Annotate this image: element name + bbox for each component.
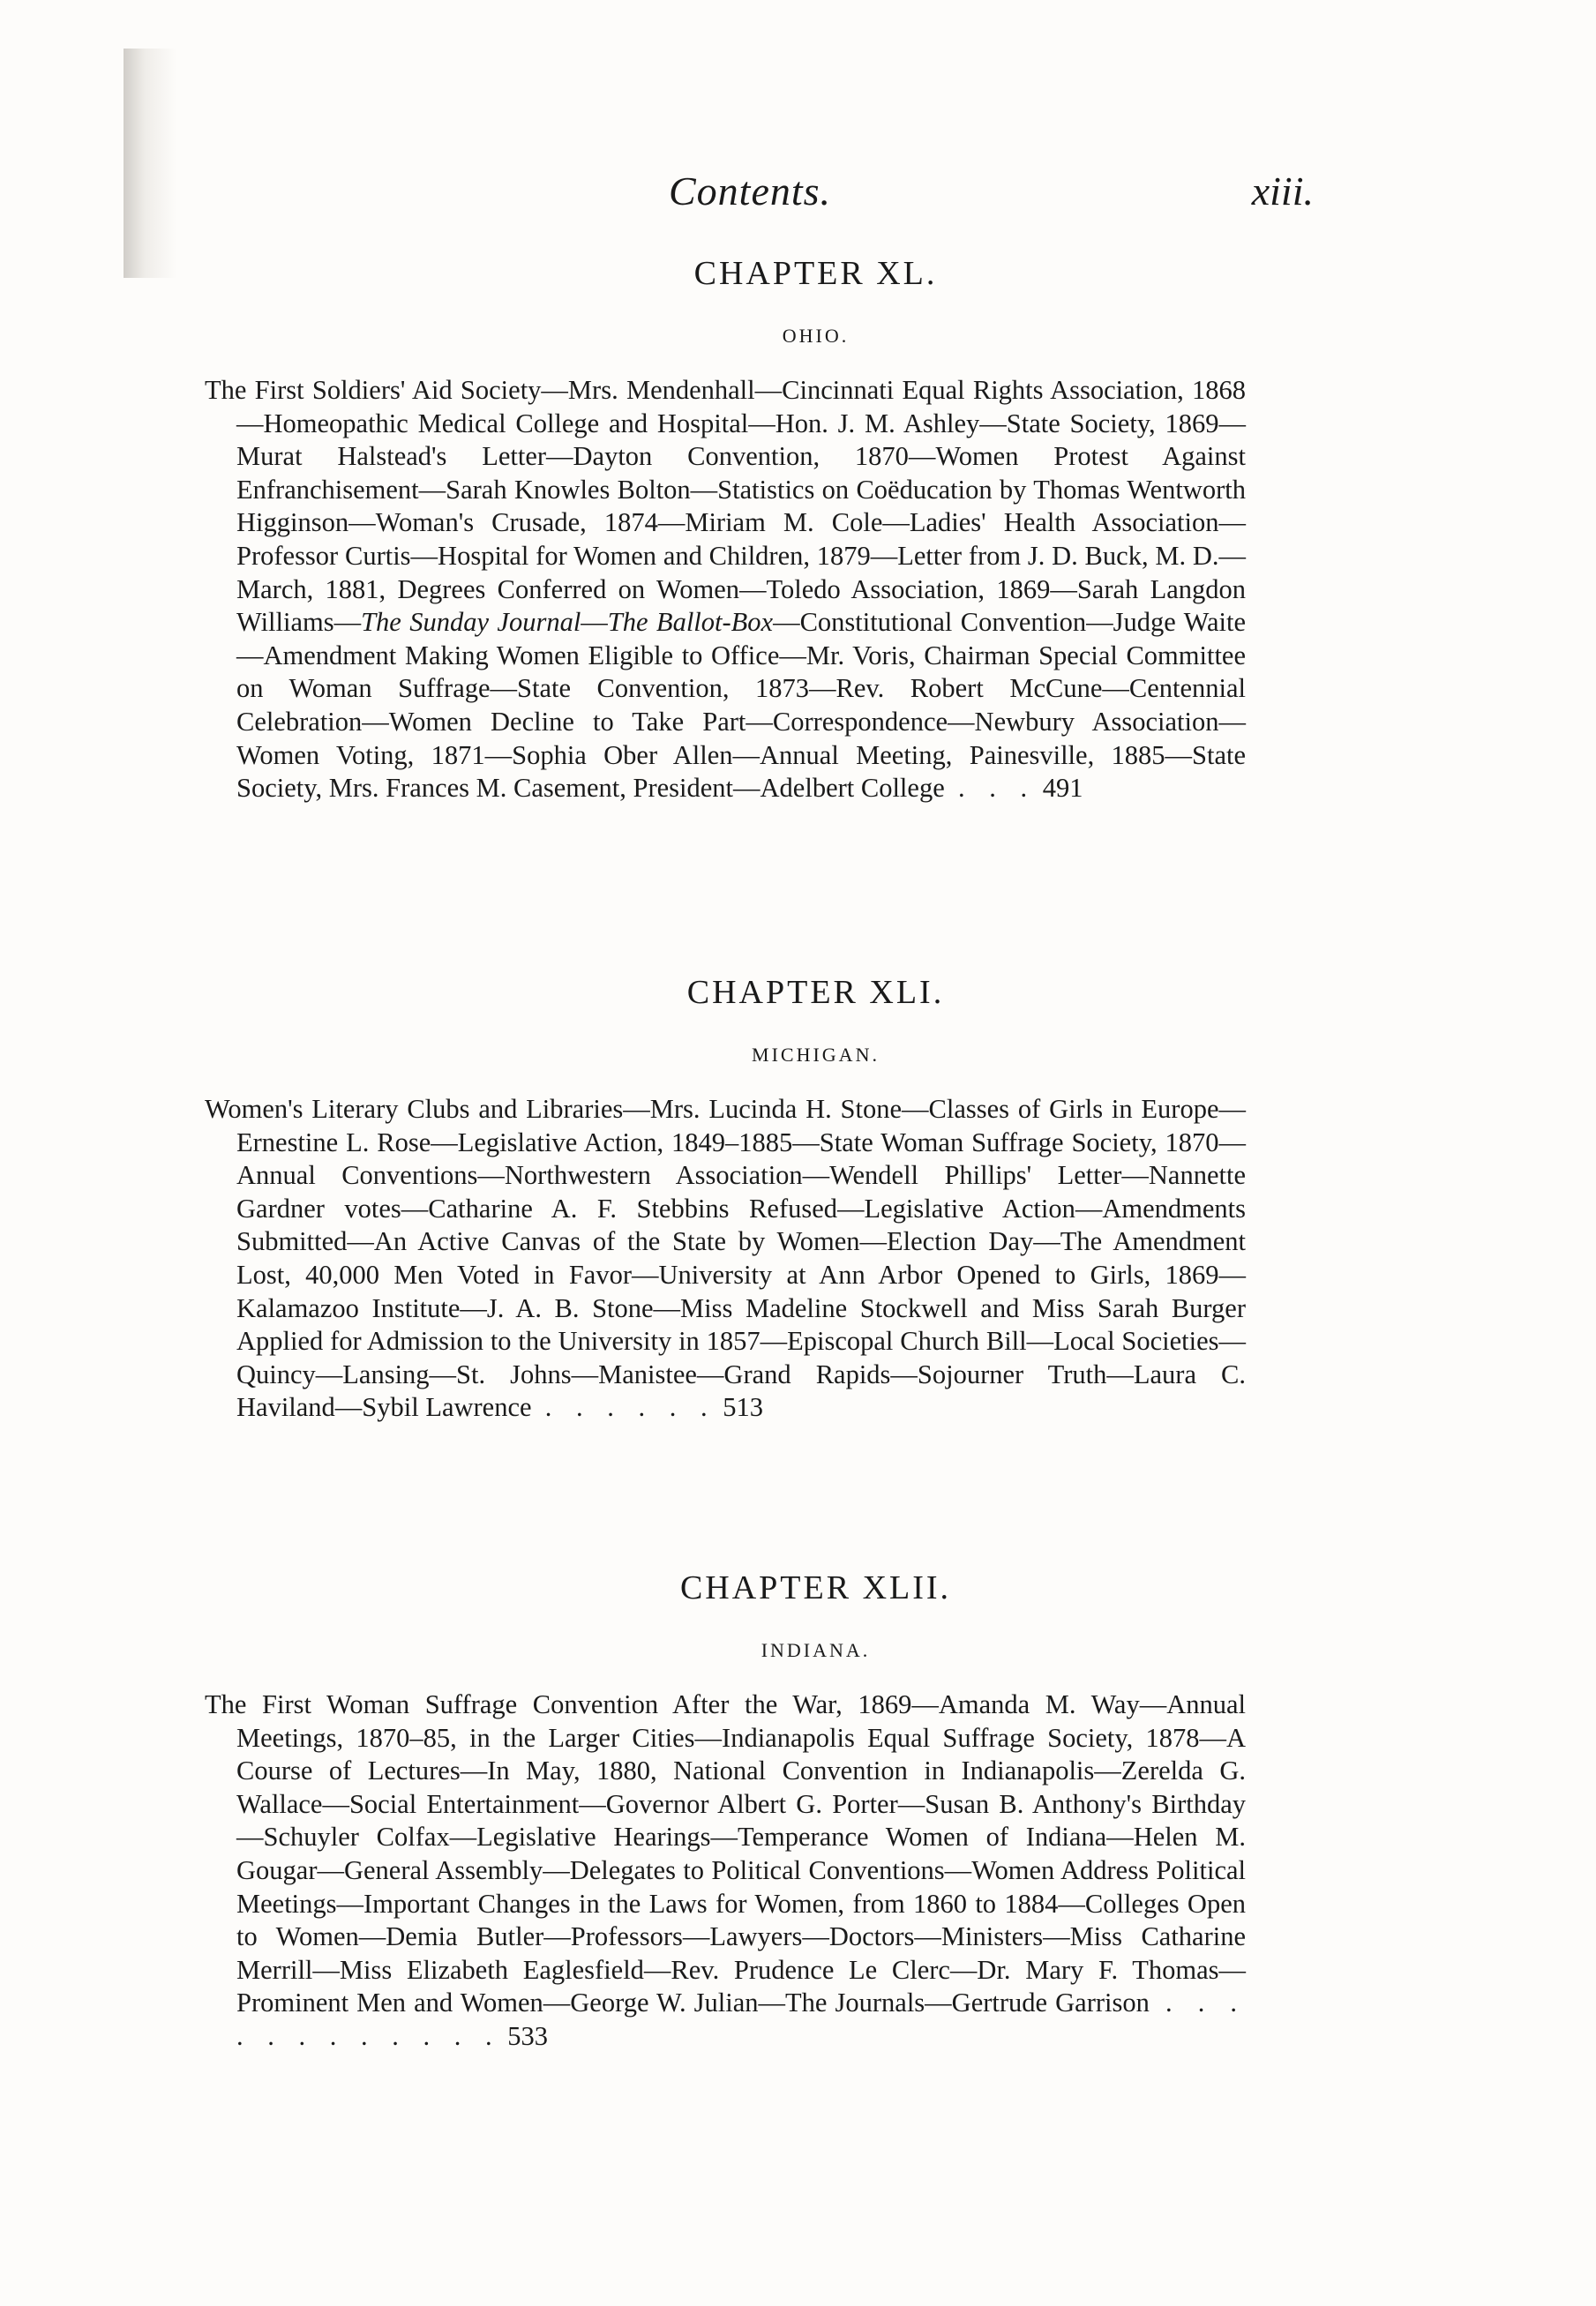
- page-number: 513: [723, 1392, 764, 1423]
- chapter-title: CHAPTER XL.: [693, 255, 938, 292]
- summary-text: Women's Literary Clubs and Libraries—Mrs. Lucinda H. Stone—Classes of Girls in Europe—Ernestine L. Rose—Legislative Action, 1849–1885—State Woman Suffrage Society, 1870—Annual Conventions—Northwestern Association—Wendell Phillips' Letter—Nannette Gardner votes—Catharine A. F. Stebbins Refused—Legislative Action—Amendments Submitted—An Active Canvas of the State by Women—Election Day—The Amendment Lost, 40,000 Men Voted in Favor—University at Ann Arbor Opened to Girls, 1869—Kalamazoo Institute—J. A. B. Stone—Miss Madeline Stockwell and Miss Sarah Burger Applied for Admission to the University in 1857—Episcopal Church Bill—Local Societies—Quincy—Lansing—St. Johns—Manistee—Grand Rapids—Sojourner Truth—Laura C. Haviland—Sybil Lawrence: [205, 1094, 1246, 1423]
- summary-dash: —: [581, 607, 608, 638]
- dot-leader: . . . . . . . . . . . .: [236, 1988, 1247, 2051]
- chapter-state: MICHIGAN.: [752, 1044, 880, 1066]
- chapter-summary: [205, 1688, 1246, 2054]
- running-head-title: Contents.: [669, 168, 832, 213]
- summary-text: The First Soldiers' Aid Society—Mrs. Mendenhall—Cincinnati Equal Rights Association, 1868—Homeopathic Medical College and Hospital—Hon. J. M. Ashley—State Society, 1869—Murat Halstead's Letter—Dayton Convention, 1870—Women Protest Against Enfranchisement—Sarah Knowles Bolton—Statistics on Coëducation by Thomas Wentworth Higginson—Woman's Crusade, 1874—Miriam M. Cole—Ladies' Health Association—Professor Curtis—Hospital for Women and Children, 1879—Letter from J. D. Buck, M. D.—March, 1881, Degrees Conferred on Women—Toledo Association, 1869—Sarah Langdon Williams—: [205, 375, 1246, 638]
- chapter-state: OHIO.: [782, 325, 850, 347]
- summary-italic-title: The Ballot-Box: [607, 607, 774, 638]
- page-number: 533: [507, 2020, 548, 2051]
- summary-text: —Constitutional Convention—Judge Waite—Amendment Making Women Eligible to Office—Mr. Voris, Chairman Special Committee on Woman Suffrage—State Convention, 1873—Rev. Robert McCune—Centennial Celebration—Women Decline to Take Part—Correspondence—Newbury Association—Women Voting, 1871—Sophia Ober Allen—Annual Meeting, Painesville, 1885—State Society, Mrs. Frances M. Casement, President—Adelbert College: [236, 607, 1246, 804]
- dot-leader: . . . . . .: [544, 1392, 716, 1423]
- chapter-summary: [205, 374, 1246, 805]
- chapter-title: CHAPTER XLI.: [686, 974, 945, 1011]
- page-number: 491: [1042, 773, 1083, 804]
- summary-text: The First Woman Suffrage Convention After the War, 1869—Amanda M. Way—Annual Meetings, 1870–85, in the Larger Cities—Indianapolis Equal Suffrage Society, 1878—A Course of Lectures—In May, 1880, National Convention in Indianapolis—Zerelda G. Wallace—Social Entertainment—Governor Albert G. Porter—Susan B. Anthony's Birthday—Schuyler Colfax—Legislative Hearings—Temperance Women of Indiana—Helen M. Gougar—General Assembly—Delegates to Political Conventions—Women Address Political Meetings—Important Changes in the Laws for Women, from 1860 to 1884—Colleges Open to Women—Demia Butler—Professors—Lawyers—Doctors—Ministers—Miss Catharine Merrill—Miss Elizabeth Eaglesfield—Rev. Prudence Le Clerc—Dr. Mary F. Thomas—Prominent Men and Women—George W. Julian—The Journals—Gertrude Garrison: [205, 1689, 1246, 2018]
- scan-edge-shadow: [124, 49, 176, 278]
- page-folio: xiii.: [1251, 168, 1314, 213]
- running-head: [0, 168, 1596, 221]
- chapter-summary: [205, 1093, 1246, 1425]
- chapter-title: CHAPTER XLII.: [679, 1569, 952, 1606]
- dot-leader: . . .: [957, 773, 1037, 804]
- chapter-state: INDIANA.: [761, 1639, 871, 1661]
- summary-italic-title: The Sunday Journal: [361, 607, 581, 638]
